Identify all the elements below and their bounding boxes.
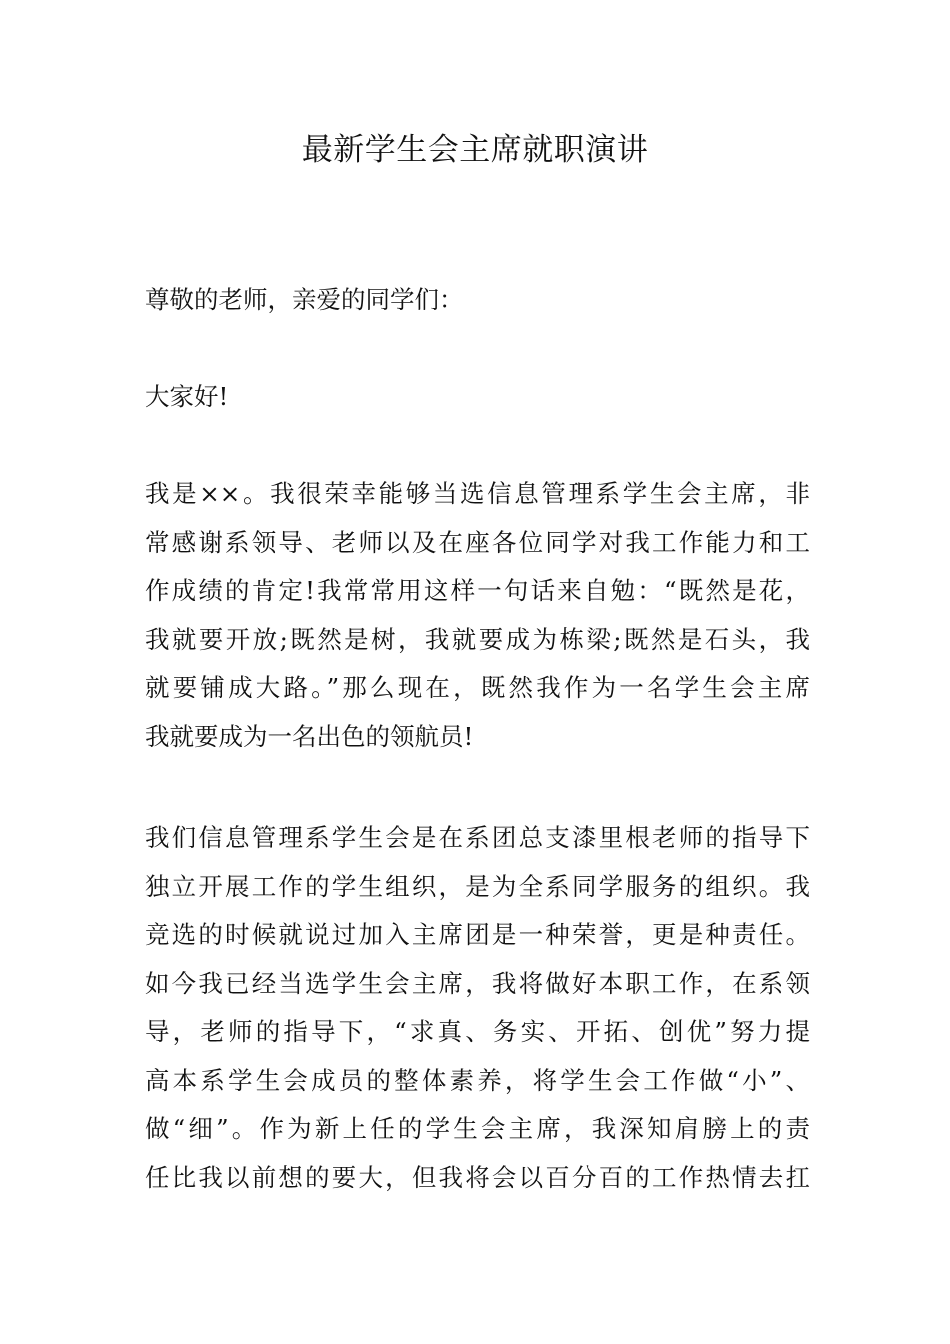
salutation [145,276,810,325]
paragraph-line: 我是××。我很荣幸能够当选信息管理系学生会主席，非 [145,479,810,508]
paragraph-1 [145,470,810,761]
paragraph-line: 我就要成为一名出色的领航员! [145,721,474,751]
paragraph-line: 做“细”。作为新上任的学生会主席，我深知肩膀上的责 [145,1114,810,1143]
paragraph-line: 独立开展工作的学生组织，是为全系同学服务的组织。我 [145,871,810,901]
paragraph-2 [145,814,810,1202]
paragraph-line: 导，老师的指导下，“求真、务实、开拓、创优”努力提 [145,1017,810,1046]
paragraph-line: 就要铺成大路。”那么现在，既然我作为一名学生会主席 [145,673,810,702]
paragraph-line: 作成绩的肯定!我常常用这样一句话来自勉：“既然是花， [145,576,810,605]
salutation-line: 尊敬的老师，亲爱的同学们： [145,285,464,314]
greeting [145,373,810,422]
paragraph-line: 我们信息管理系学生会是在系团总支漆里根老师的指导下 [145,823,810,852]
paragraph-line: 高本系学生会成员的整体素养，将学生会工作做“小”、 [145,1065,810,1095]
paragraph-line: 如今我已经当选学生会主席，我将做好本职工作，在系领 [145,968,810,998]
paragraph-line: 任比我以前想的要大，但我将会以百分百的工作热情去扛 [145,1162,810,1192]
document-title: 最新学生会主席就职演讲 [301,132,649,168]
paragraph-line: 我就要开放;既然是树，我就要成为栋梁;既然是石头，我 [145,624,810,654]
paragraph-line: 常感谢系领导、老师以及在座各位同学对我工作能力和工 [145,527,810,557]
paragraph-line: 竞选的时候就说过加入主席团是一种荣誉，更是种责任。 [145,920,810,949]
greeting-line: 大家好! [145,382,229,411]
